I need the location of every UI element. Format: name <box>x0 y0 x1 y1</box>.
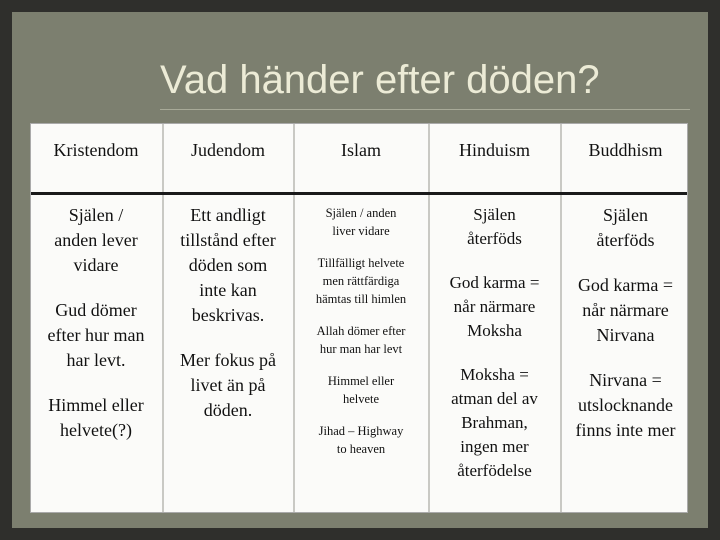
title-divider <box>160 109 690 110</box>
header-judendom: Judendom <box>191 140 265 160</box>
comparison-table <box>30 123 688 513</box>
cell-kristendom: Själen / anden lever vidare Gud dömer efter hur man har levt. Himmel eller helvete(?) <box>47 205 145 440</box>
header-islam: Islam <box>341 140 381 160</box>
header-hinduism: Hinduism <box>458 140 530 160</box>
header-kristendom: Kristendom <box>53 140 139 160</box>
header-buddhism: Buddhism <box>588 140 663 160</box>
cell-buddhism: Själen återföds God karma = når närmare Nirvana Nirvana = utslocknande finns inte mer <box>575 205 676 440</box>
cell-hinduism: Själen återföds God karma = når närmare Moksha Moksha = atman del av Brahman, ingen mer återfödelse <box>449 205 540 480</box>
header-divider <box>31 192 687 195</box>
cell-islam: Själen / anden liver vidare Tillfälligt helvete men rättfärdiga hämtas till himlen Allah dömer efter hur man har levt Himmel eller helvete Jihad – Highway to heaven <box>315 206 407 456</box>
cell-judendom: Ett andligt tillstånd efter döden som inte kan beskrivas. Mer fokus på livet än på döden. <box>180 205 276 420</box>
slide-title: Vad händer efter döden? <box>160 58 600 102</box>
